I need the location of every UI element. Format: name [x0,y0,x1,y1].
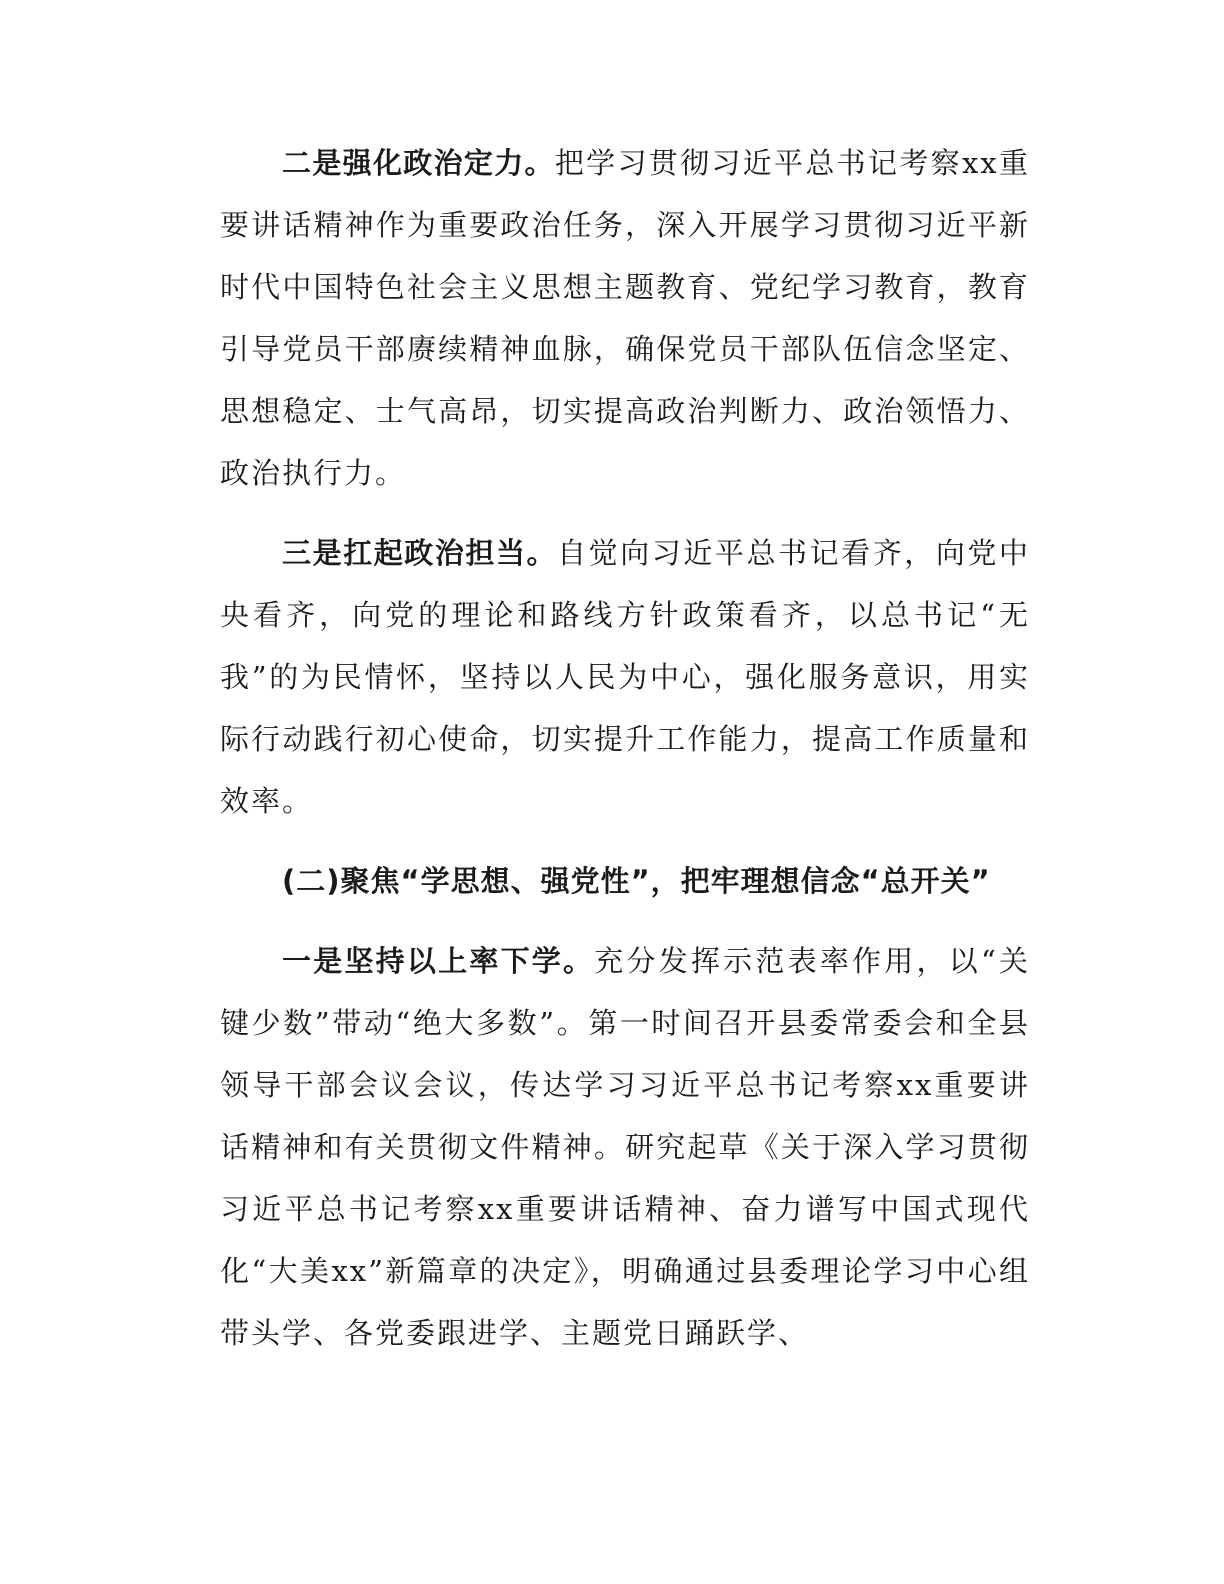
paragraph-lead-by-example [220,930,1030,1364]
paragraph-political-responsibility [220,522,1030,832]
paragraph-lead: 二是强化政治定力。 [282,146,555,180]
paragraph-lead: 一是坚持以上率下学。 [282,944,595,978]
paragraph-body: 把学习贯彻习近平总书记考察xx重要讲话精神作为重要政治任务，深入开展学习贯彻习近平新时代中国特色社会主义思想主题教育、党纪学习教育，教育引导党员干部赓续精神血脉，确保党员干部队伍信念坚定、思想稳定、士气高昂，切实提高政治判断力、政治领悟力、政治执行力。 [220,146,1030,490]
paragraph-body: 自觉向习近平总书记看齐，向党中央看齐，向党的理论和路线方针政策看齐，以总书记“无我”的为民情怀，坚持以人民为中心，强化服务意识，用实际行动践行初心使命，切实提升工作能力，提高工作质量和效率。 [220,536,1030,818]
paragraph-body: 充分发挥示范表率作用，以“关键少数”带动“绝大多数”。第一时间召开县委常委会和全县领导干部会议会议，传达学习习近平总书记考察xx重要讲话精神和有关贯彻文件精神。研究起草《关于深入学习贯彻习近平总书记考察xx重要讲话精神、奋力谱写中国式现代化“大美xx”新篇章的决定》，明确通过县委理论学习中心组带头学、各党委跟进学、主题党日踊跃学、 [220,944,1030,1350]
paragraph-lead: 三是扛起政治担当。 [282,536,558,570]
paragraph-strengthen-political-resolve [220,132,1030,504]
section-heading: (二)聚焦“学思想、强党性”，把牢理想信念“总开关” [282,864,991,898]
document-page [220,132,1030,1382]
